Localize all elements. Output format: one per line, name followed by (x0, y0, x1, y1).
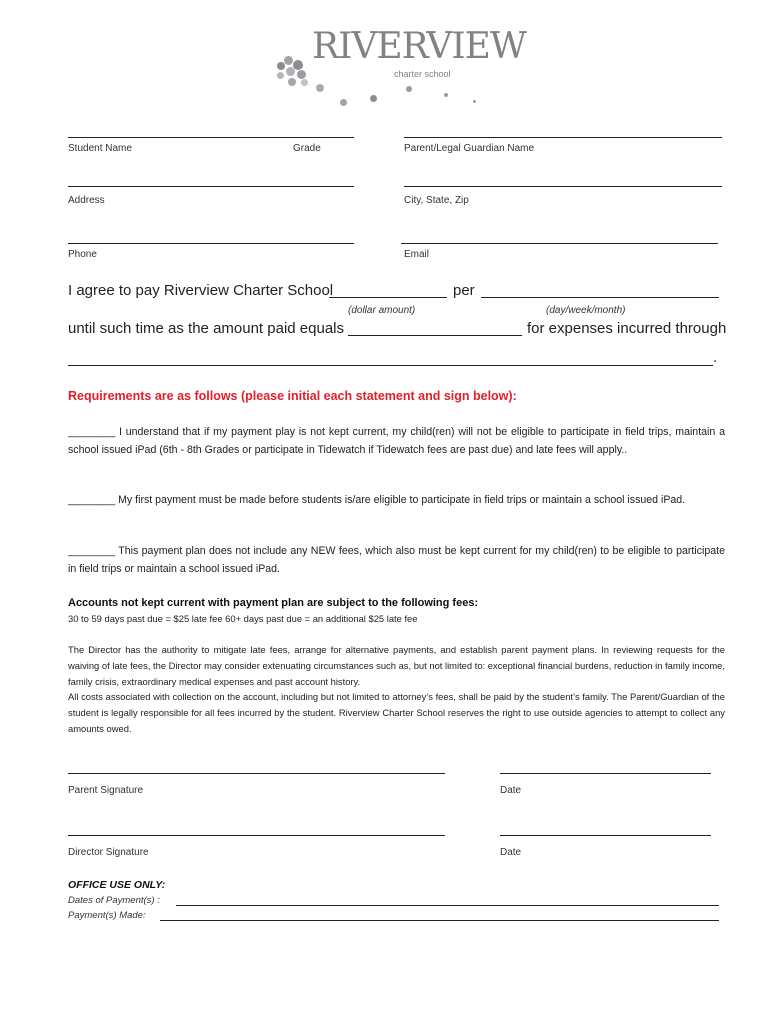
director-date-line[interactable] (500, 835, 711, 836)
city-state-zip-line[interactable] (404, 186, 722, 187)
logo-dot (301, 79, 308, 86)
email-line[interactable] (401, 243, 718, 244)
fees-detail: 30 to 59 days past due = $25 late fee 60+ days past due = an additional $25 late fee (68, 613, 418, 624)
logo-wordmark: RIVERVIEW (312, 26, 526, 67)
agreement-period: . (713, 349, 718, 366)
logo-dot (316, 84, 324, 92)
student-name-line[interactable] (68, 137, 354, 138)
address-line[interactable] (68, 186, 354, 187)
guardian-name-line[interactable] (404, 137, 722, 138)
office-use-heading: OFFICE USE ONLY: (68, 879, 166, 891)
policy-paragraph-2: All costs associated with collection on the account, including but not limited to attorney’s fees, shall be paid by the student’s family. The Parent/Guardian of the student is legally responsible for all fees incurred by the student. Riverview Charter School reserves the right to use outside agencies to attempt to collect any amounts owed. (68, 691, 725, 734)
payments-made-line[interactable] (160, 920, 719, 921)
requirement-item (68, 492, 725, 510)
fees-heading: Accounts not kept current with payment plan are subject to the following fees: (68, 597, 479, 609)
logo-dot (277, 62, 285, 70)
dates-of-payment-label: Dates of Payment(s) : (68, 895, 160, 906)
logo-dot (284, 56, 293, 65)
dates-of-payment-line[interactable] (176, 905, 719, 906)
agreement-line2-text: until such time as the amount paid equals (68, 320, 344, 337)
logo-dot (340, 99, 347, 106)
requirement-text: This payment plan does not include any NEW fees, which also must be kept current for my child(ren) to be eligible to participate in field trips or maintain a school issued iPad. (68, 545, 725, 575)
payments-made-label: Payment(s) Made: (68, 910, 146, 921)
logo-dot (473, 100, 476, 103)
requirement-text: My first payment must be made before students is/are eligible to participate in field trips or maintain a school issued iPad. (115, 494, 686, 506)
director-signature-line[interactable] (68, 835, 445, 836)
initial-blank[interactable]: ________ (68, 426, 116, 438)
dollar-amount-hint: (dollar amount) (348, 305, 416, 316)
period-blank[interactable] (481, 297, 719, 298)
requirement-text: I understand that if my payment play is not kept current, my child(ren) will not be eligible to participate in field trips, maintain a school issued iPad (6th - 8th Grades or participate in Tidewatch if Tidewatch fees are past due) and late fees will apply.. (68, 426, 725, 456)
guardian-name-label: Parent/Legal Guardian Name (404, 143, 535, 154)
logo-dot (370, 95, 377, 102)
city-state-zip-label: City, State, Zip (404, 195, 469, 206)
initial-blank[interactable]: ________ (68, 494, 116, 506)
grade-label: Grade (293, 143, 321, 154)
requirements-heading: Requirements are as follows (please initial each statement and sign below): (68, 389, 517, 403)
logo-dot (406, 86, 412, 92)
parent-date-label: Date (500, 785, 522, 796)
initial-blank[interactable]: ________ (68, 545, 116, 557)
parent-signature-line[interactable] (68, 773, 445, 774)
address-label: Address (68, 195, 105, 206)
requirement-item (68, 424, 725, 459)
agreement-line1-text: I agree to pay Riverview Charter School (68, 282, 334, 299)
dollar-amount-blank[interactable] (329, 297, 447, 298)
policy-paragraph-1: The Director has the authority to mitigate late fees, arrange for alternative payments, and establish parent payment plans. In reviewing requests for the waiving of late fees, the Director may consider extenuating circumstances such as, but not limited to: exceptional financial burdens, reduction in family income, family crisis, extraordinary medical expenses and past account history. (68, 644, 725, 687)
logo-dot (286, 67, 295, 76)
agreement-per-text: per (453, 282, 475, 299)
parent-date-line[interactable] (500, 773, 711, 774)
student-name-label: Student Name (68, 143, 132, 154)
logo-dot (288, 78, 296, 86)
logo-dot (444, 93, 448, 97)
through-date-blank[interactable] (68, 365, 713, 366)
parent-signature-label: Parent Signature (68, 785, 144, 796)
director-signature-label: Director Signature (68, 847, 149, 858)
email-label: Email (404, 249, 430, 260)
logo-subtitle: charter school (394, 69, 451, 79)
total-amount-blank[interactable] (348, 335, 522, 336)
logo-dot (297, 70, 306, 79)
logo-dot (277, 72, 284, 79)
phone-line[interactable] (68, 243, 354, 244)
period-hint: (day/week/month) (546, 305, 626, 316)
agreement-line2-end: for expenses incurred through (527, 320, 727, 337)
requirement-item (68, 543, 725, 578)
director-date-label: Date (500, 847, 522, 858)
phone-label: Phone (68, 249, 97, 260)
